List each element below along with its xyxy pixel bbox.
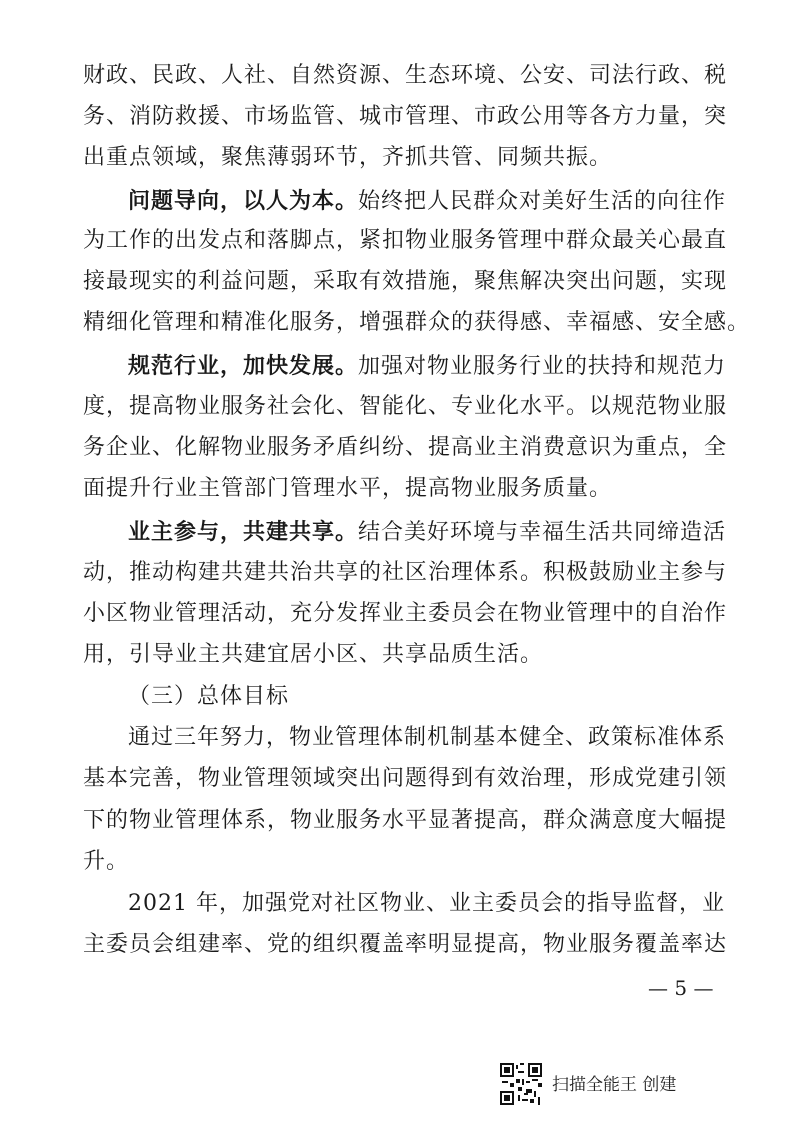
text-line-first: 2021 年，加强党对社区物业、业主委员会的指导监督，业 <box>128 891 725 916</box>
text-line: 务、消防救援、市场监管、城市管理、市政公用等各方力量，突 <box>83 104 728 129</box>
text-line-first <box>128 188 726 215</box>
text-line: 为工作的出发点和落脚点，紧扣物业服务管理中群众最关心最直 <box>83 228 728 253</box>
text-line: 主委员会组建率、党的组织覆盖率明显提高，物业服务覆盖率达 <box>83 932 728 957</box>
text-line: 财政、民政、人社、自然资源、生态环境、公安、司法行政、税 <box>83 63 728 88</box>
text-line: 出重点领域，聚焦薄弱环节，齐抓共管、同频共振。 <box>83 145 613 170</box>
text-line: 用，引导业主共建宜居小区、共享品质生活。 <box>83 642 544 667</box>
text-span: 加强对物业服务行业的扶持和规范力 <box>358 354 727 379</box>
text-span: 结合美好环境与幸福生活共同缔造活 <box>358 520 727 545</box>
text-line: 度，提高物业服务社会化、智能化、专业化水平。以规范物业服 <box>83 394 728 419</box>
text-line: 下的物业管理体系，物业服务水平显著提高，群众满意度大幅提 <box>83 808 728 833</box>
page-number: — 5 — <box>648 976 714 1000</box>
text-line: 接最现实的利益问题，采取有效措施，聚焦解决突出问题，实现 <box>83 269 728 294</box>
scanner-watermark <box>500 1063 760 1113</box>
text-line-first <box>128 519 726 546</box>
paragraph-lead: 业主参与，共建共享。 <box>128 519 359 545</box>
text-line: 务企业、化解物业服务矛盾纠纷、提高业主消费意识为重点，全 <box>83 435 728 460</box>
text-line: 升。 <box>83 849 130 874</box>
text-line-first <box>128 353 726 380</box>
text-line: 动，推动构建共建共治共享的社区治理体系。积极鼓励业主参与 <box>83 560 728 585</box>
paragraph-lead: 规范行业，加快发展。 <box>128 353 359 379</box>
text-line: 基本完善，物业管理领域突出问题得到有效治理，形成党建引领 <box>83 766 728 791</box>
text-line: 面提升行业主管部门管理水平，提高物业服务质量。 <box>83 476 613 501</box>
text-line: 精细化管理和精准化服务，增强群众的获得感、幸福感、安全感。 <box>83 310 751 335</box>
qr-code-icon <box>500 1063 542 1105</box>
scanner-brand-text: 扫描全能王 创建 <box>552 1075 677 1095</box>
paragraph-lead: 问题导向，以人为本。 <box>128 188 359 214</box>
text-line-first: 通过三年努力，物业管理体制机制基本健全、政策标准体系 <box>128 725 727 750</box>
section-heading: （三）总体目标 <box>128 684 290 709</box>
text-line: 小区物业管理活动，充分发挥业主委员会在物业管理中的自治作 <box>83 601 728 626</box>
text-span: 始终把人民群众对美好生活的向往作 <box>358 189 727 214</box>
